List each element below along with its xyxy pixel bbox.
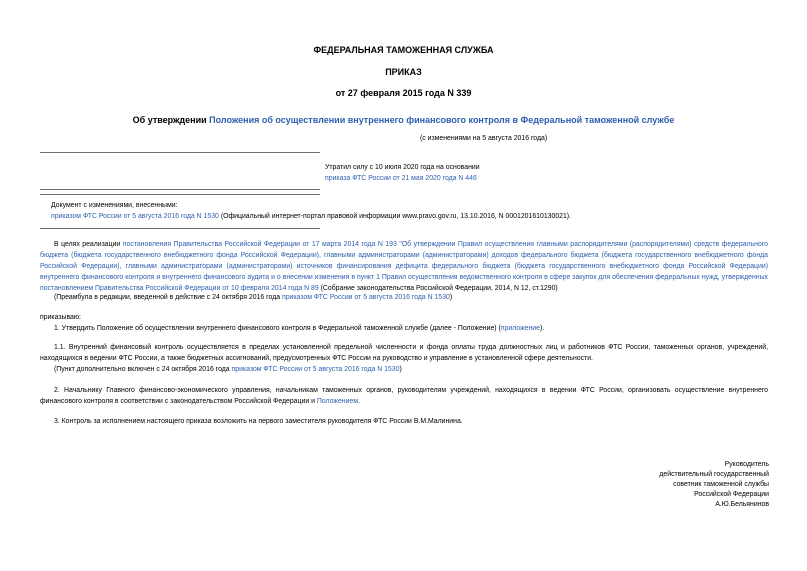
preamble-note-link[interactable]: приказом ФТС России от 5 августа 2016 года N 1530 — [281, 294, 450, 301]
appendix-link[interactable]: приложение — [500, 325, 540, 332]
item-1-suffix: ). — [540, 325, 545, 332]
doc-date-number: от 27 февраля 2015 года N 339 — [335, 88, 472, 98]
agency-name: ФЕДЕРАЛЬНАЯ ТАМОЖЕННАЯ СЛУЖБА — [313, 45, 494, 55]
signature-title: Руководитель — [724, 461, 769, 468]
item-1 — [54, 323, 544, 334]
divider — [40, 194, 320, 195]
repeal-link[interactable]: приказа ФТС России от 21 мая 2020 года N 446 — [325, 175, 477, 182]
note-suffix: ) — [399, 366, 402, 373]
signature-rank-1: действительный государственный — [659, 471, 769, 478]
item-1-1-note — [54, 364, 402, 375]
divider — [40, 152, 320, 153]
preamble-law-link[interactable]: постановления Правительства Российской Федерации от 17 марта 2014 года N 193 "Об утверждении Правил осуществления главными распорядителями (распорядителями) средств федерального бюджета (бюджета государственного внебюджетного фонда Российской Федерации), главными администраторами (администраторами) доходов федерального бюджета (бюджета государственного внебюджетного фонда Российской Федерации), главными администраторами (администраторами) источников финансирования дефицита федерального бюджета (бюджета государственного внебюджетного фонда Российской Федерации) внутреннего финансового контроля и внутреннего финансового аудита и о внесении изменения в пункт 1 Правил осуществления ведомственного контроля в сфере закупок для обеспечения федеральных нужд, утвержденных постановлением Правительства Российской Федерации от 10 февраля 2014 года N 89 — [40, 241, 768, 292]
divider — [40, 228, 320, 229]
preamble — [40, 239, 768, 294]
preamble-source: (Собрание законодательства Российской Федерации, 2014, N 12, ст.1290) — [318, 285, 558, 292]
item-1-text: 1. Утвердить Положение об осуществлении внутреннего финансового контроля в Федеральной таможенной службе (далее - Положение) ( — [54, 325, 501, 332]
divider — [40, 189, 320, 190]
item-1-1-note-link[interactable]: приказом ФТС России от 5 августа 2016 года N 1530 — [231, 366, 400, 373]
order-word: приказываю: — [40, 314, 81, 321]
title-prefix: Об утверждении — [132, 115, 207, 125]
regulation-link[interactable]: Положением — [316, 398, 358, 405]
signature-rank-2: советник таможенной службы — [673, 481, 769, 488]
amending-docs-line — [51, 211, 751, 222]
signature-rank-3: Российской Федерации — [694, 491, 769, 498]
amendments-note: (с изменениями на 5 августа 2016 года) — [420, 135, 548, 142]
preamble-text: В целях реализации — [54, 241, 123, 248]
page-title — [0, 115, 807, 125]
doc-type: ПРИКАЗ — [385, 67, 422, 77]
item-2-text: 2. Начальнику Главного финансово-экономического управления, начальникам таможенных органов, руководителям учреждений, находящихся в ведении ФТС России, организовать осуществление внутреннего финансового контроля в соответствии с законодательством Российской Федерации и — [40, 387, 768, 405]
amending-doc-source: (Официальный интернет-портал правовой информации www.pravo.gov.ru, 13.10.2016, N 0001201610130021). — [218, 213, 572, 220]
amending-docs-label: Документ с изменениями, внесенными: — [51, 202, 178, 209]
item-2-suffix: . — [358, 398, 360, 405]
title-link[interactable]: Положения об осуществлении внутреннего финансового контроля в Федеральной таможенной службе — [209, 115, 675, 125]
item-1-1: 1.1. Внутренний финансовый контроль осуществляется в пределах установленной предельной численности и фонда оплаты труда должностных лиц и работников ФТС России, таможенных органов, учреждений, находящихся в ведении ФТС России, а также бюджетных ассигнований, предусмотренных ФТС России на руководство и управление в установленной сфере деятельности. — [40, 344, 768, 362]
amending-doc-link[interactable]: приказом ФТС России от 5 августа 2016 года N 1530 — [51, 213, 219, 220]
item-3: 3. Контроль за исполнением настоящего приказа возложить на первого заместителя руководителя ФТС России В.М.Малинина. — [54, 418, 463, 425]
repeal-note: Утратил силу с 10 июля 2020 года на основании — [325, 164, 480, 171]
signature-name: А.Ю.Бельянинов — [715, 501, 769, 508]
item-2 — [40, 385, 768, 407]
note-prefix: (Пункт дополнительно включен с 24 октября 2016 года — [54, 366, 232, 373]
note-suffix: ) — [449, 294, 453, 301]
note-prefix: (Преамбула в редакции, введенной в действие с 24 октября 2016 года — [54, 294, 282, 301]
preamble-edit-note — [54, 292, 452, 303]
